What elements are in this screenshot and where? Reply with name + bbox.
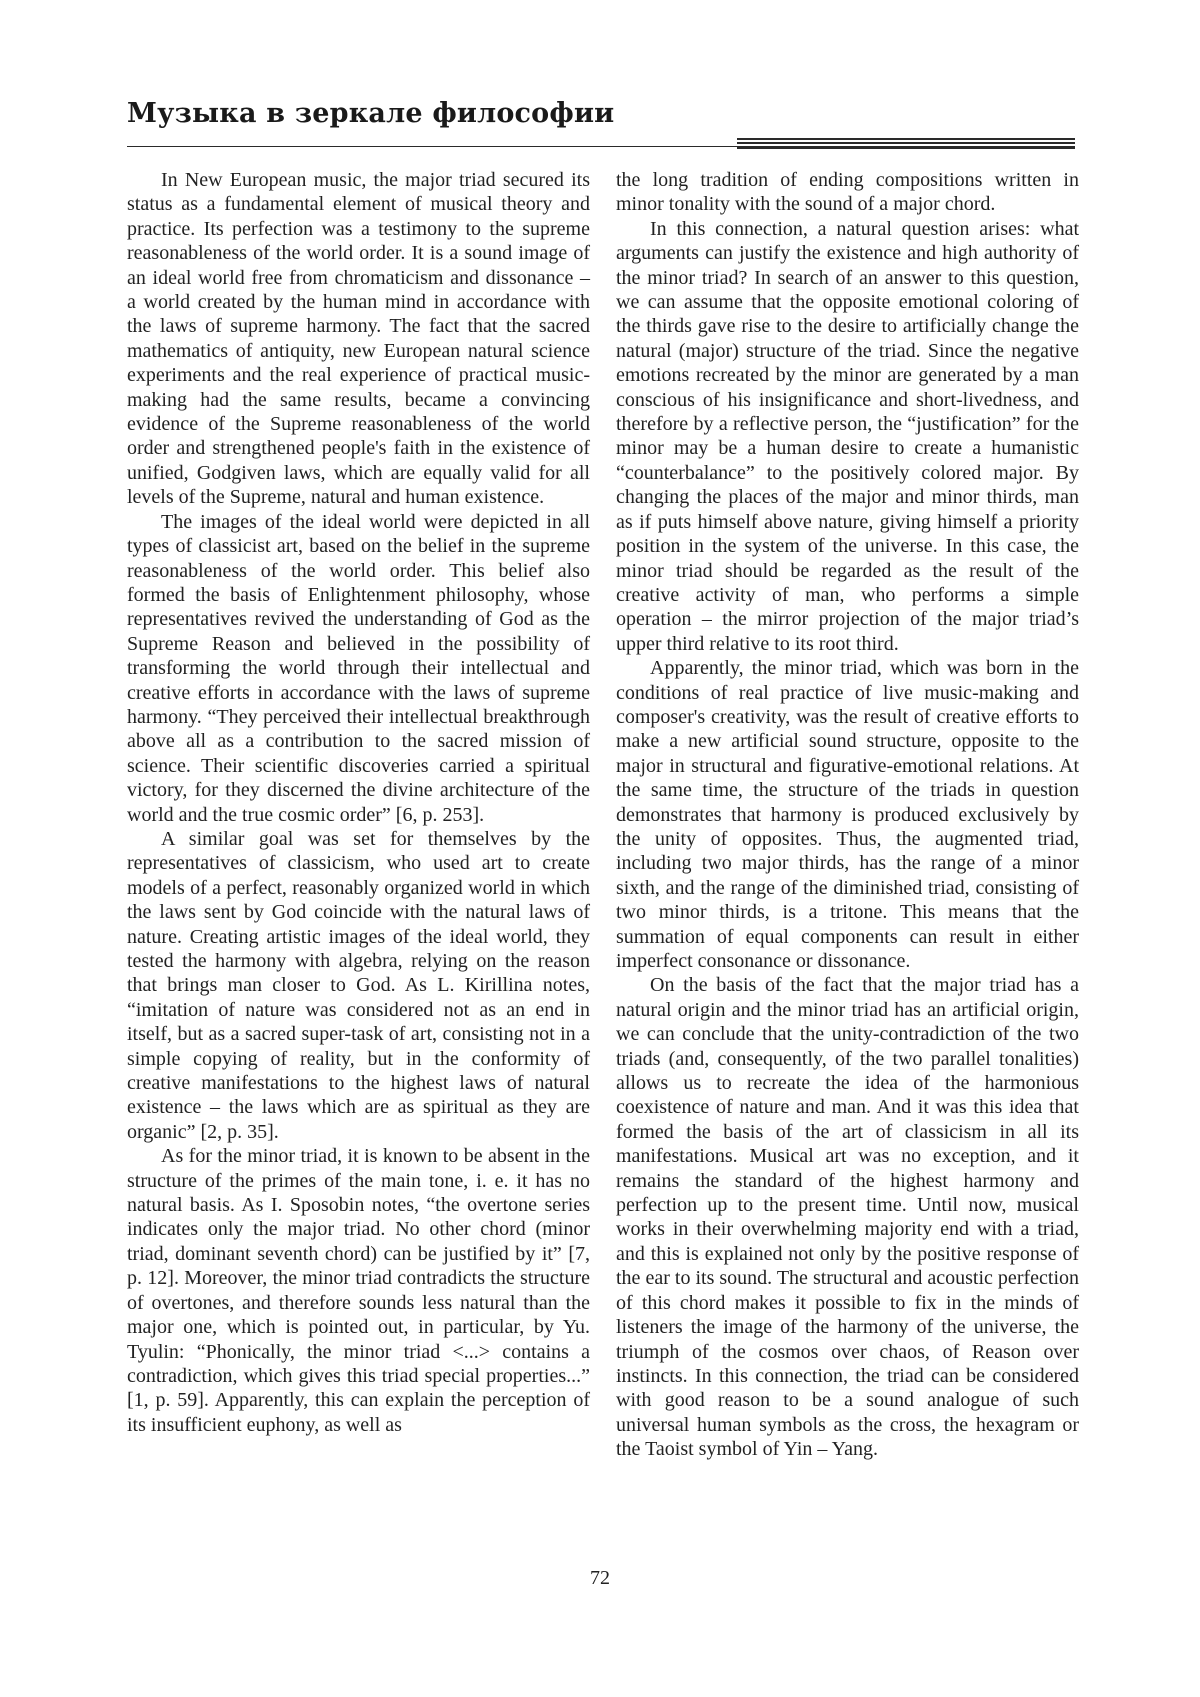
body-paragraph: A similar goal was set for themselves by the representatives of classicism, who used art to create models of a perfect, reasonably organized world in which the laws sent by God coincide with the natural laws of nature. Creating artistic images of the ideal world, they tested the harmony with algebra, relying on the reason that brings man closer to God. As L. Kirillina notes, “imitation of nature was considered not as an end in itself, but as a sacred super-task of art, consisting not in a simple copying of reality, but in the conformity of creative manifestations to the highest laws of natural existence – the laws which are as spiritual as they are organic” [2, p. 35].	[127, 827, 590, 1143]
right-text-column	[616, 168, 1079, 1462]
body-paragraph: As for the minor triad, it is known to be absent in the structure of the primes of the main tone, i. e. it has no natural basis. As I. Sposobin notes, “the overtone series indicates only the major triad. No other chord (minor triad, dominant seventh chord) can be justified by it” [7, p. 12]. Moreover, the minor triad contradicts the structure of overtones, and therefore sounds less natural than the major one, which is pointed out, in particular, by Yu. Tyulin: “Phonically, the minor triad <...> contains a contradiction, which gives this triad special properties...” [1, p. 59]. Apparently, this can explain the perception of its insufficient euphony, as well as	[127, 1145, 590, 1436]
body-paragraph: In this connection, a natural question arises: what arguments can justify the existence and high authority of the minor triad? In search of an answer to this question, we can assume that the opposite emotional coloring of the thirds gave rise to the desire to artificially change the natural (major) structure of the triad. Since the negative emotions recreated by the minor are generated by a man conscious of his insignificance and short-livedness, and therefore by a reflective person, the “justification” for the minor may be a human desire to create a humanistic “counterbalance” to the positively colored major. By changing the places of the major and minor thirds, man as if puts himself above nature, giving himself a priority position in the system of the universe. In this case, the minor triad should be regarded as the result of the creative activity of man, who performs a simple operation – the mirror projection of the major triad’s upper third relative to its root third.	[616, 217, 1079, 655]
left-text-column	[127, 168, 590, 1437]
body-paragraph: On the basis of the fact that the major triad has a natural origin and the minor triad has an artificial origin, we can conclude that the unity-contradiction of the two triads (and, consequently, of the two parallel tonalities) allows us to recreate the idea of the harmonious coexistence of nature and man. And it was this idea that formed the basis of the art of classicism in all its manifestations. Musical art was no exception, and it remains the standard of the highest harmony and perfection up to the present time. Until now, musical works in their overwhelming majority end with a triad, and this is explained not only by the positive response of the ear to its sound. The structural and acoustic perfection of this chord makes it possible to fix in the minds of listeners the image of the harmony of the universe, the triumph of the cosmos over chaos, of Reason over instincts. In this connection, the triad can be considered with good reason to be a sound analogue of such universal human symbols as the cross, the hexagram or the Taoist symbol of Yin – Yang.	[616, 974, 1079, 1461]
header-rule-triple	[737, 138, 1075, 151]
body-paragraph: In New European music, the major triad secured its status as a fundamental element of musical theory and practice. Its perfection was a testimony to the supreme reasonableness of the world order. It is a sound image of an ideal world free from chromaticism and dissonance – a world created by the human mind in accordance with the laws of supreme harmony. The fact that the sacred mathematics of antiquity, new European natural science experiments and the real experience of practical music-making had the same results, became a convincing evidence of the Supreme reasonableness of the world order and strengthened people's faith in the existence of unified, Godgiven laws, which are equally valid for all levels of the Supreme, natural and human existence.	[127, 169, 590, 509]
page-number: 72	[590, 1567, 610, 1589]
body-paragraph: The images of the ideal world were depicted in all types of classicist art, based on the belief in the supreme reasonableness of the world order. This belief also formed the basis of Enlightenment philosophy, whose representatives revived the understanding of God as the Supreme Reason and believed in the possibility of transforming the world through their intellectual and creative efforts in accordance with the laws of supreme harmony. “They perceived their intellectual breakthrough above all as a contribution to the sacred mission of science. Their scientific discoveries carried a spiritual victory, for they discerned the divine architecture of the world and the true cosmic order” [6, p. 253].	[127, 510, 590, 826]
running-header-title: Музыка в зеркале философии	[127, 98, 615, 129]
body-paragraph: Apparently, the minor triad, which was born in the conditions of real practice of live music-making and composer's creativity, was the result of creative efforts to make a new artificial sound structure, opposite to the major in structural and figurative-emotional relations. At the same time, the structure of the triads in question demonstrates that harmony is produced exclusively by the unity of opposites. Thus, the augmented triad, including two major thirds, has the range of a minor sixth, and the range of the diminished triad, consisting of two minor thirds, is a tritone. This means that the summation of equal components can result in either imperfect consonance or dissonance.	[616, 657, 1079, 972]
body-paragraph-continued: the long tradition of ending compositions written in minor tonality with the sound of a major chord.	[616, 169, 1079, 216]
